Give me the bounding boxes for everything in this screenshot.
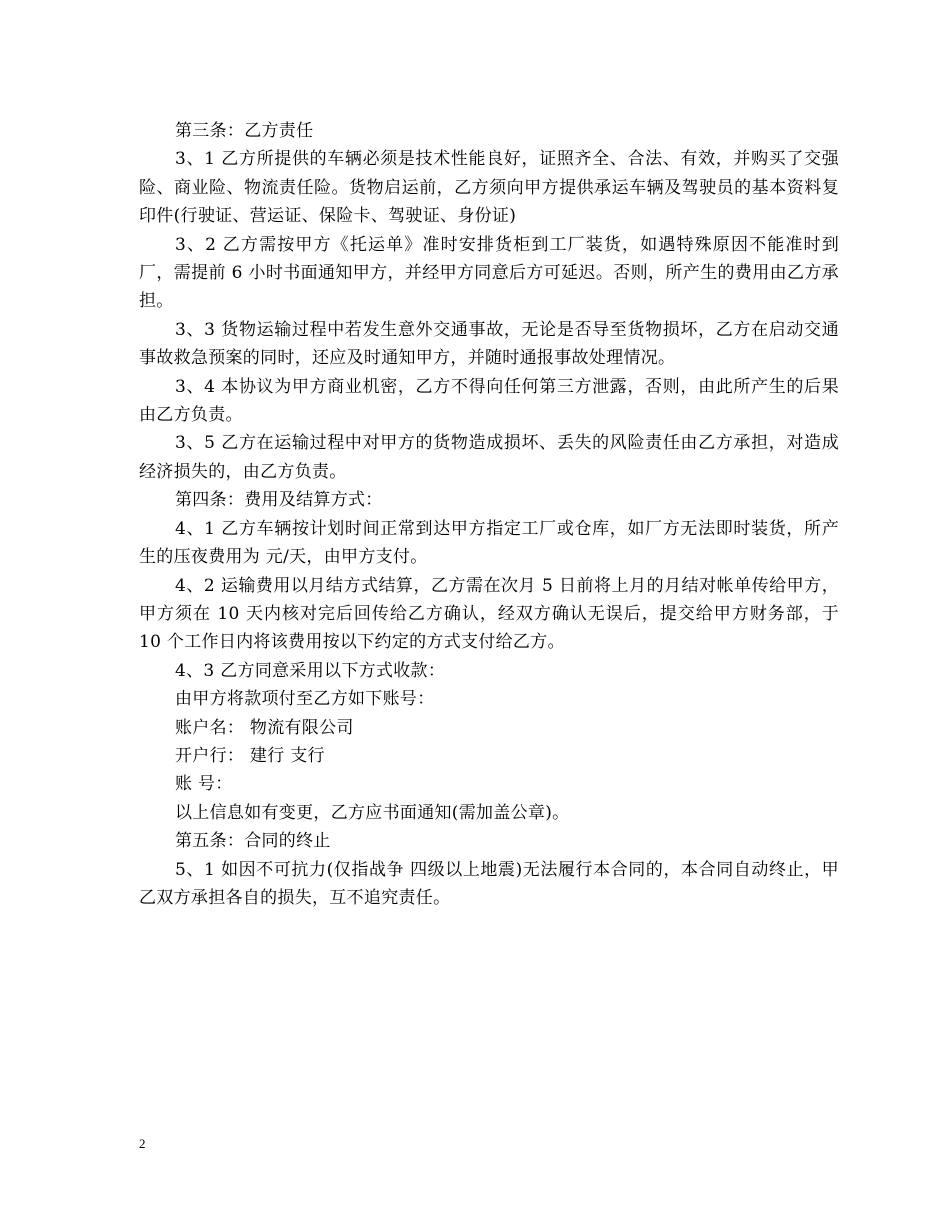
clause-4-1: 4、1 乙方车辆按计划时间正常到达甲方指定工厂或仓库，如厂方无法即时装货，所产生的压夜费用为 元/天，由甲方支付。 bbox=[139, 518, 839, 568]
account-name: 账户名： 物流有限公司 bbox=[175, 717, 354, 738]
page-body bbox=[139, 117, 839, 912]
clause-3-4: 3、4 本协议为甲方商业机密，乙方不得向任何第三方泄露，否则，由此所产生的后果由乙方负责。 bbox=[139, 376, 839, 426]
clause-3-5: 3、5 乙方在运输过程中对甲方的货物造成损坏、丢失的风险责任由乙方承担，对造成经济损失的，由乙方负责。 bbox=[139, 433, 839, 482]
clause-heading-4: 第四条：费用及结算方式： bbox=[175, 490, 383, 511]
account-number: 账 号： bbox=[175, 774, 233, 795]
clause-3-3: 3、3 货物运输过程中若发生意外交通事故，无论是否导至货物损坏，乙方在启动交通事故救急预案的同时，还应及时通知甲方，并随时通报事故处理情况。 bbox=[139, 319, 839, 369]
clause-4-3: 4、3 乙方同意采用以下方式收款： bbox=[175, 660, 446, 681]
clause-heading-3: 第三条：乙方责任 bbox=[175, 121, 314, 141]
clause-heading-5: 第五条：合同的终止 bbox=[175, 831, 331, 852]
page-number: 2 bbox=[139, 1136, 146, 1151]
clause-3-2: 3、2 乙方需按甲方《托运单》准时安排货柜到工厂装货，如遇特殊原因不能准时到厂，需提前 6 小时书面通知甲方，并经甲方同意后方可延迟。否则，所产生的费用由乙方承担。 bbox=[139, 234, 839, 312]
clause-5-1: 5、1 如因不可抗力(仅指战争 四级以上地震)无法履行本合同的，本合同自动终止，甲 乙双方承担各自的损失，互不追究责任。 bbox=[139, 859, 839, 908]
clause-4-2: 4、2 运输费用以月结方式结算，乙方需在次月 5 日前将上月的月结对帐单传给甲方，甲方须在 10 天内核对完后回传给乙方确认，经双方确认无误后，提交给甲方财务部，于 10 个工作日内将该费用按以下约定的方式支付给乙方。 bbox=[139, 575, 839, 653]
change-notice: 以上信息如有变更，乙方应书面通知(需加盖公章)。 bbox=[175, 802, 570, 823]
bank-branch: 开户行： 建行 支行 bbox=[175, 745, 325, 766]
payment-instruction: 由甲方将款项付至乙方如下账号： bbox=[175, 689, 435, 710]
clause-3-1: 3、1 乙方所提供的车辆必须是技术性能良好，证照齐全、合法、有效，并购买了交强险、商业险、物流责任险。货物启运前，乙方须向甲方提供承运车辆及驾驶员的基本资料复印件(行驶证、营运证、保险卡、驾驶证、身份证) bbox=[139, 149, 839, 227]
